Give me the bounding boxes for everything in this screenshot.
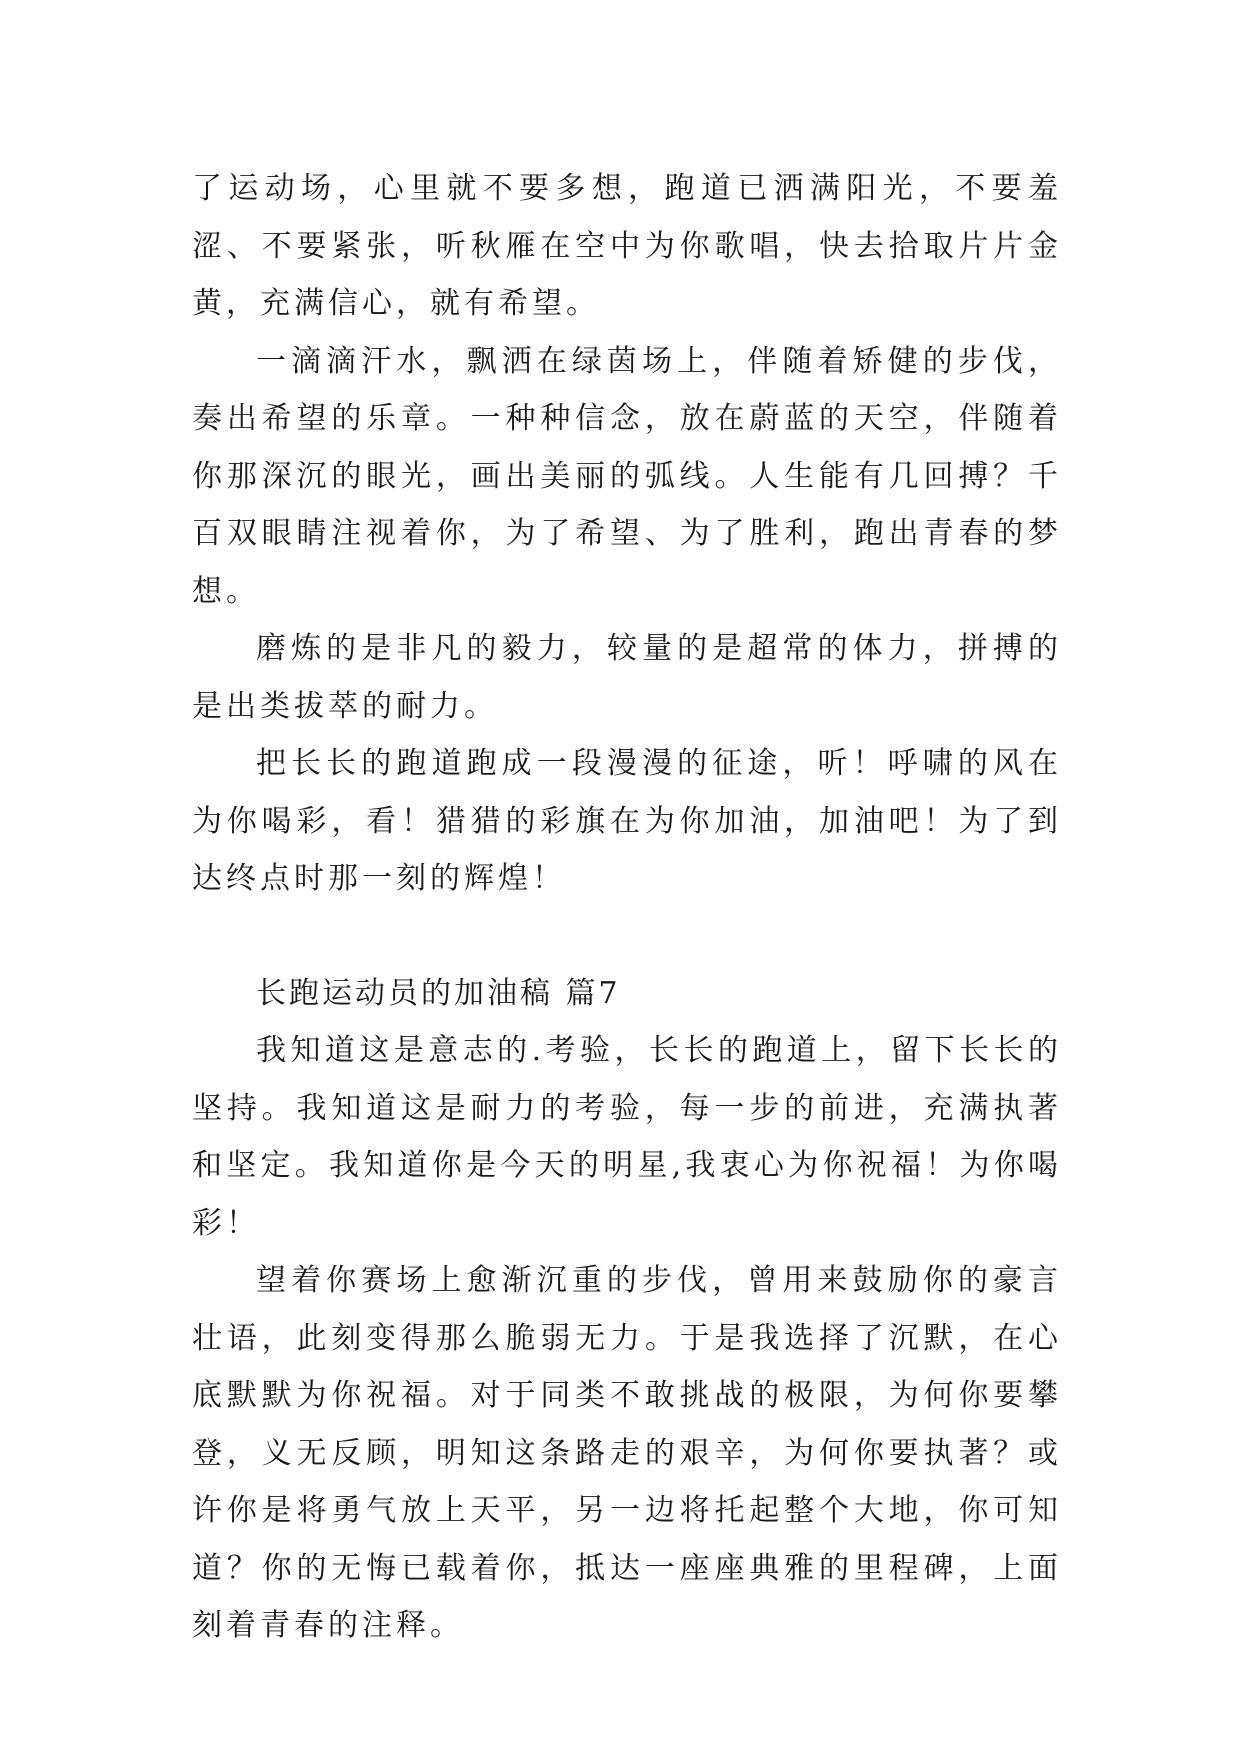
document-body [192,160,1062,1655]
paragraph-1: 了运动场，心里就不要多想，跑道已洒满阳光，不要羞涩、不要紧张，听秋雁在空中为你歌唱，快去拾取片片金黄，充满信心，就有希望。 [192,171,1062,321]
section-gap [192,908,1062,965]
section-heading: 长跑运动员的加油稿 篇7 [256,975,621,1011]
paragraph-3: 磨炼的是非凡的毅力，较量的是超常的体力，拼搏的是出类拔萃的耐力。 [192,631,1062,724]
paragraph-2: 一滴滴汗水，飘洒在绿茵场上，伴随着矫健的步伐，奏出希望的乐章。一种种信念，放在蔚蓝的天空，伴随着你那深沉的眼光，画出美丽的弧线。人生能有几回搏？千百双眼睛注视着你，为了希望、为了胜利，跑出青春的梦想。 [192,343,1062,609]
paragraph-4: 把长长的跑道跑成一段漫漫的征途，听！呼啸的风在为你喝彩，看！猎猎的彩旗在为你加油，加油吧！为了到达终点时那一刻的辉煌！ [192,746,1062,896]
paragraph-5: 我知道这是意志的.考验，长长的跑道上，留下长长的坚持。我知道这是耐力的考验，每一步的前进，充满执著和坚定。我知道你是今天的明星,我衷心为你祝福！为你喝彩！ [192,1033,1062,1241]
paragraph-6: 望着你赛场上愈渐沉重的步伐，曾用来鼓励你的豪言壮语，此刻变得那么脆弱无力。于是我选择了沉默，在心底默默为你祝福。对于同类不敢挑战的极限，为何你要攀登，义无反顾，明知这条路走的艰辛，为何你要执著？或许你是将勇气放上天平，另一边将托起整个大地，你可知道？你的无悔已载着你，抵达一座座典雅的里程碑，上面刻着青春的注释。 [192,1263,1062,1643]
